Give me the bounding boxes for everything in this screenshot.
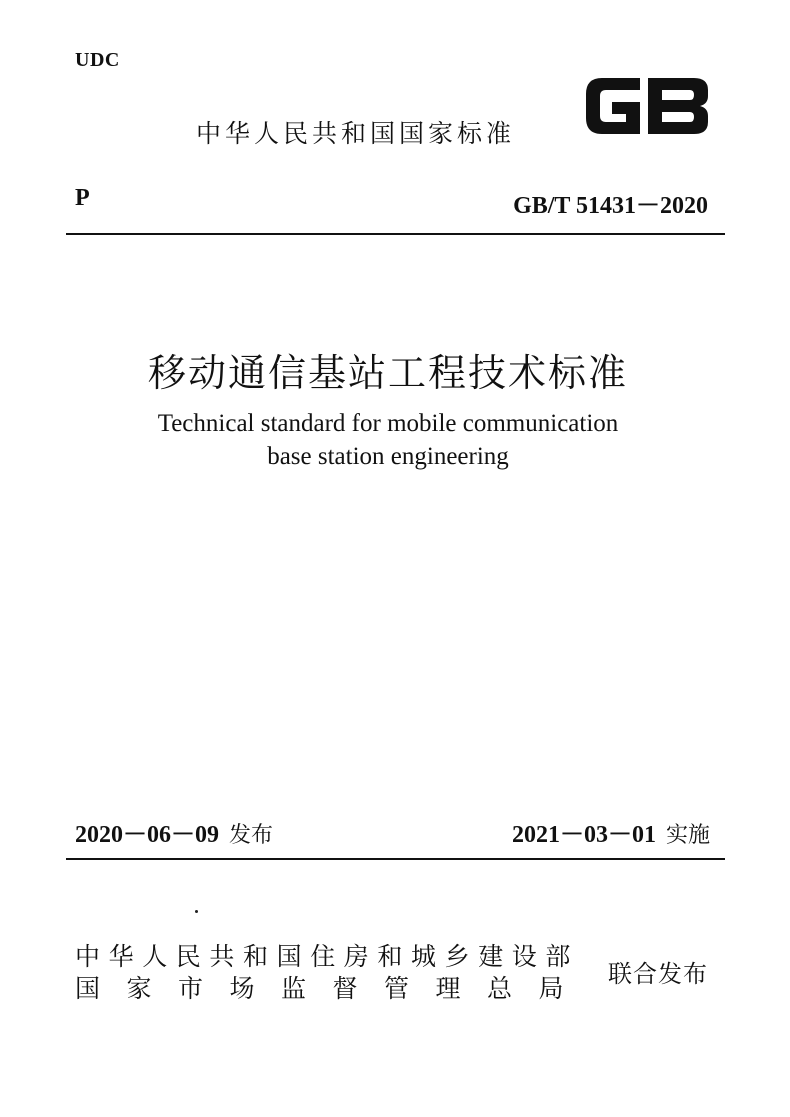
print-speck — [195, 910, 198, 913]
issue-date: 2020－06－09 — [75, 822, 219, 848]
national-standard-heading: 中华人民共和国国家标准 — [196, 119, 516, 148]
issuer-administration: 国家市场监督管理总局 — [75, 974, 591, 1003]
footer-divider — [66, 858, 725, 860]
gb-logo — [582, 70, 712, 142]
header-divider — [66, 233, 725, 235]
classification-code: P — [75, 185, 90, 211]
joint-release-label: 联合发布 — [608, 960, 708, 988]
issue-date-block — [75, 814, 273, 849]
standard-number: GB/T 51431－2020 — [513, 193, 708, 219]
issuer-ministry: 中华人民共和国住房和城乡建设部 — [75, 942, 580, 971]
implement-label: 实施 — [665, 823, 710, 848]
issue-label: 发布 — [229, 823, 274, 848]
implement-date-block — [512, 814, 710, 849]
title-chinese: 移动通信基站工程技术标准 — [147, 351, 628, 395]
title-english-line2: base station engineering — [267, 443, 509, 470]
title-english-line1: Technical standard for mobile communication — [157, 410, 619, 437]
implement-date: 2021－03－01 — [511, 822, 656, 848]
udc-label: UDC — [75, 49, 120, 71]
